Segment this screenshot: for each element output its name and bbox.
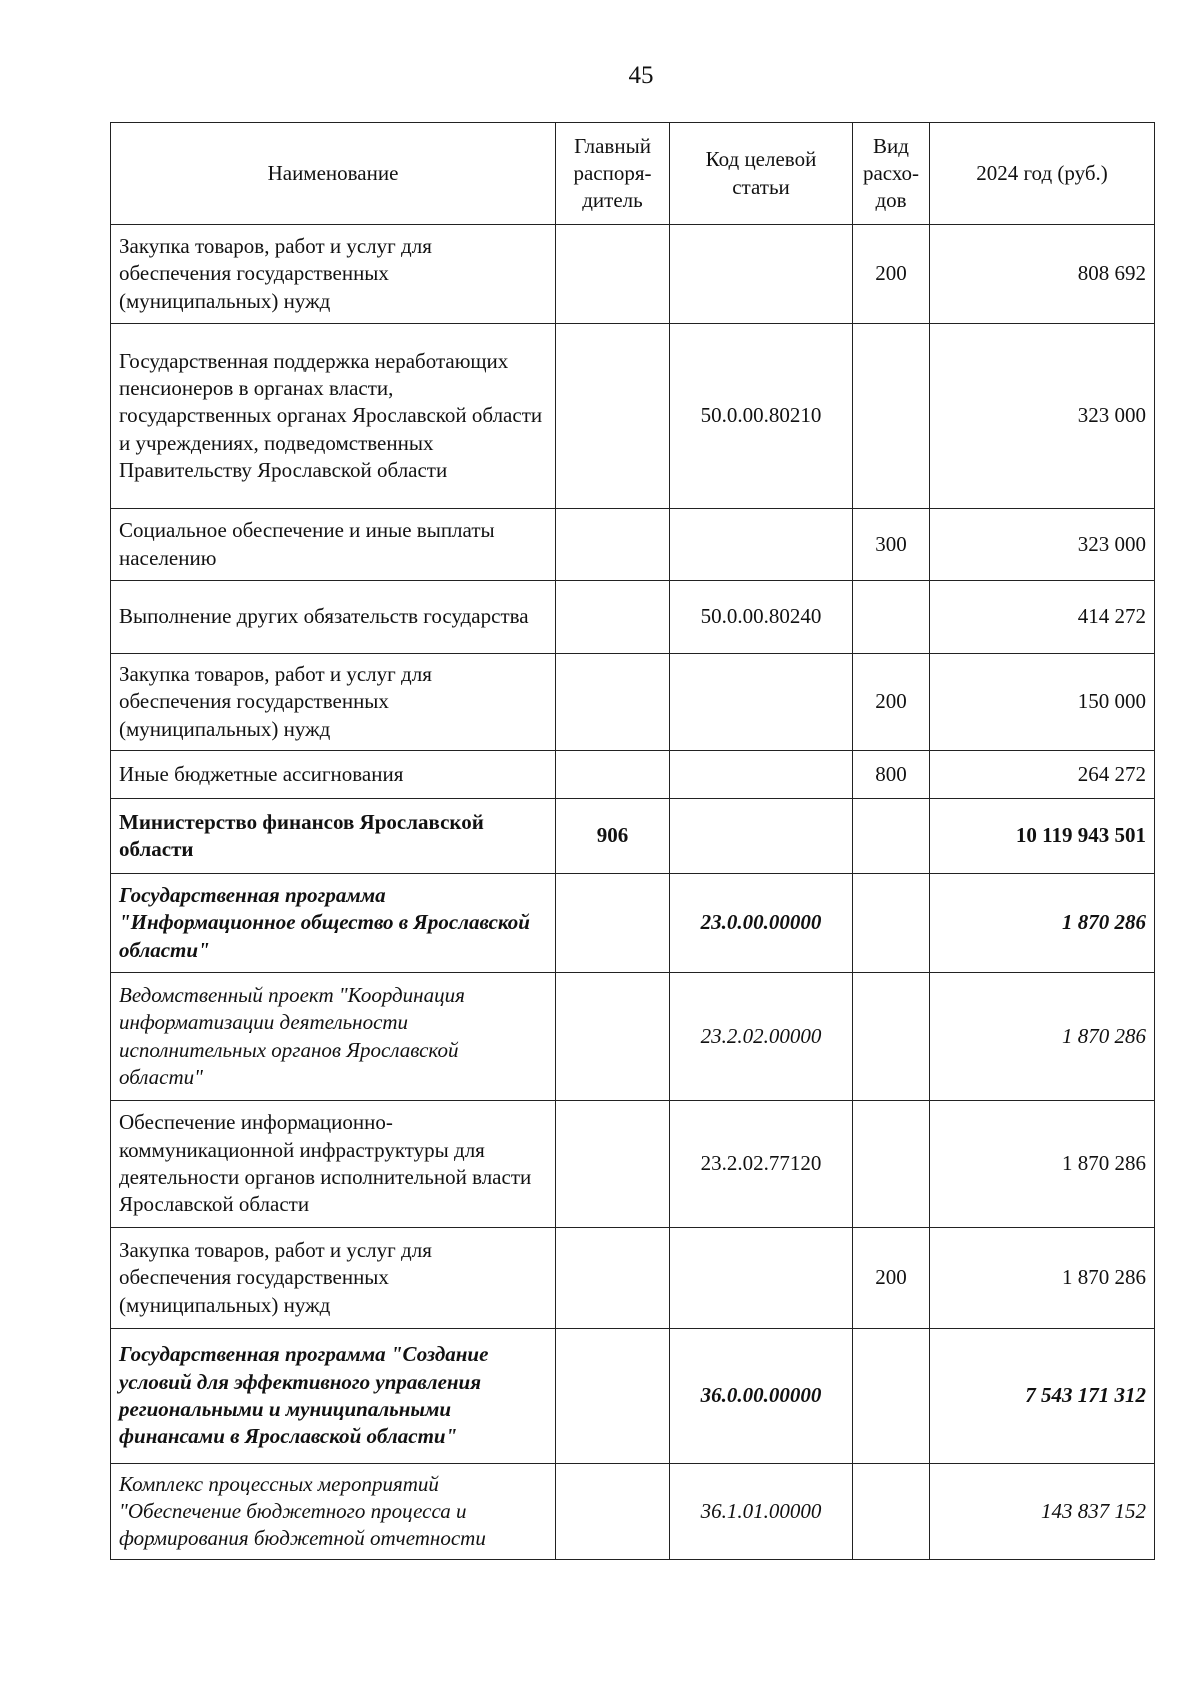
row-chief-manager: 906 bbox=[556, 799, 670, 874]
row-amount: 10 119 943 501 bbox=[930, 799, 1155, 874]
row-expense-type: 800 bbox=[853, 751, 930, 799]
row-name: Комплекс процессных мероприятий "Обеспечение бюджетного процесса и формирования бюджетной отчетности bbox=[111, 1464, 556, 1560]
row-name: Обеспечение информационно-коммуникационной инфраструктуры для деятельности органов исполнительной власти Ярославской области bbox=[111, 1101, 556, 1228]
row-expense-type bbox=[853, 1101, 930, 1228]
row-expense-type bbox=[853, 799, 930, 874]
table-row bbox=[111, 751, 1155, 799]
row-chief-manager bbox=[556, 973, 670, 1101]
row-chief-manager bbox=[556, 654, 670, 751]
row-amount: 150 000 bbox=[930, 654, 1155, 751]
row-name: Закупка товаров, работ и услуг для обеспечения государственных (муниципальных) нужд bbox=[111, 1228, 556, 1329]
row-chief-manager bbox=[556, 1329, 670, 1464]
row-target-code bbox=[670, 1228, 853, 1329]
row-amount: 323 000 bbox=[930, 509, 1155, 581]
row-target-code: 50.0.00.80210 bbox=[670, 324, 853, 509]
row-chief-manager bbox=[556, 1228, 670, 1329]
row-target-code bbox=[670, 225, 853, 324]
row-amount: 264 272 bbox=[930, 751, 1155, 799]
row-expense-type bbox=[853, 1464, 930, 1560]
row-target-code bbox=[670, 654, 853, 751]
row-name: Закупка товаров, работ и услуг для обеспечения государственных (муниципальных) нужд bbox=[111, 654, 556, 751]
table-row bbox=[111, 225, 1155, 324]
row-target-code: 23.2.02.77120 bbox=[670, 1101, 853, 1228]
table-row bbox=[111, 1329, 1155, 1464]
table-row bbox=[111, 581, 1155, 654]
page-number: 45 bbox=[628, 62, 654, 89]
table-header-row bbox=[111, 123, 1155, 225]
row-expense-type bbox=[853, 581, 930, 654]
row-expense-type bbox=[853, 324, 930, 509]
row-target-code: 50.0.00.80240 bbox=[670, 581, 853, 654]
row-expense-type bbox=[853, 973, 930, 1101]
table-row bbox=[111, 799, 1155, 874]
row-name: Государственная программа "Информационное общество в Ярославской области" bbox=[111, 874, 556, 973]
row-target-code: 36.0.00.00000 bbox=[670, 1329, 853, 1464]
row-target-code bbox=[670, 799, 853, 874]
row-name: Министерство финансов Ярославской области bbox=[111, 799, 556, 874]
row-chief-manager bbox=[556, 874, 670, 973]
row-name: Выполнение других обязательств государства bbox=[111, 581, 556, 654]
table-row bbox=[111, 1464, 1155, 1560]
table-row bbox=[111, 654, 1155, 751]
row-amount: 1 870 286 bbox=[930, 973, 1155, 1101]
header-target-code: Код целевой статьи bbox=[670, 123, 853, 225]
row-chief-manager bbox=[556, 581, 670, 654]
table-row bbox=[111, 509, 1155, 581]
row-name: Социальное обеспечение и иные выплаты населению bbox=[111, 509, 556, 581]
row-chief-manager bbox=[556, 324, 670, 509]
table-row bbox=[111, 1228, 1155, 1329]
row-amount: 7 543 171 312 bbox=[930, 1329, 1155, 1464]
row-name: Государственная программа "Создание условий для эффективного управления региональными и муниципальными финансами в Ярославской области" bbox=[111, 1329, 556, 1464]
row-expense-type: 200 bbox=[853, 654, 930, 751]
row-expense-type: 300 bbox=[853, 509, 930, 581]
row-amount: 1 870 286 bbox=[930, 1228, 1155, 1329]
row-amount: 414 272 bbox=[930, 581, 1155, 654]
table-row bbox=[111, 324, 1155, 509]
row-expense-type: 200 bbox=[853, 1228, 930, 1329]
row-chief-manager bbox=[556, 1464, 670, 1560]
table-row bbox=[111, 973, 1155, 1101]
row-name: Иные бюджетные ассигнования bbox=[111, 751, 556, 799]
header-expense-type: Вид расхо-дов bbox=[853, 123, 930, 225]
row-chief-manager bbox=[556, 1101, 670, 1228]
row-target-code: 36.1.01.00000 bbox=[670, 1464, 853, 1560]
row-name: Закупка товаров, работ и услуг для обеспечения государственных (муниципальных) нужд bbox=[111, 225, 556, 324]
row-name: Государственная поддержка неработающих пенсионеров в органах власти, государственных органах Ярославской области и учреждениях, подведомственных Правительству Ярославской области bbox=[111, 324, 556, 509]
table-row bbox=[111, 874, 1155, 973]
row-amount: 808 692 bbox=[930, 225, 1155, 324]
header-chief-manager: Главный распоря-дитель bbox=[556, 123, 670, 225]
row-name: Ведомственный проект "Координация информатизации деятельности исполнительных органов Ярославской области" bbox=[111, 973, 556, 1101]
budget-table bbox=[110, 122, 1155, 1560]
row-chief-manager bbox=[556, 751, 670, 799]
header-name: Наименование bbox=[111, 123, 556, 225]
row-expense-type: 200 bbox=[853, 225, 930, 324]
row-target-code bbox=[670, 751, 853, 799]
row-amount: 1 870 286 bbox=[930, 874, 1155, 973]
header-amount-2024: 2024 год (руб.) bbox=[930, 123, 1155, 225]
row-target-code bbox=[670, 509, 853, 581]
row-chief-manager bbox=[556, 509, 670, 581]
row-amount: 1 870 286 bbox=[930, 1101, 1155, 1228]
row-target-code: 23.0.00.00000 bbox=[670, 874, 853, 973]
row-expense-type bbox=[853, 1329, 930, 1464]
row-amount: 323 000 bbox=[930, 324, 1155, 509]
row-amount: 143 837 152 bbox=[930, 1464, 1155, 1560]
row-target-code: 23.2.02.00000 bbox=[670, 973, 853, 1101]
row-chief-manager bbox=[556, 225, 670, 324]
row-expense-type bbox=[853, 874, 930, 973]
table-row bbox=[111, 1101, 1155, 1228]
